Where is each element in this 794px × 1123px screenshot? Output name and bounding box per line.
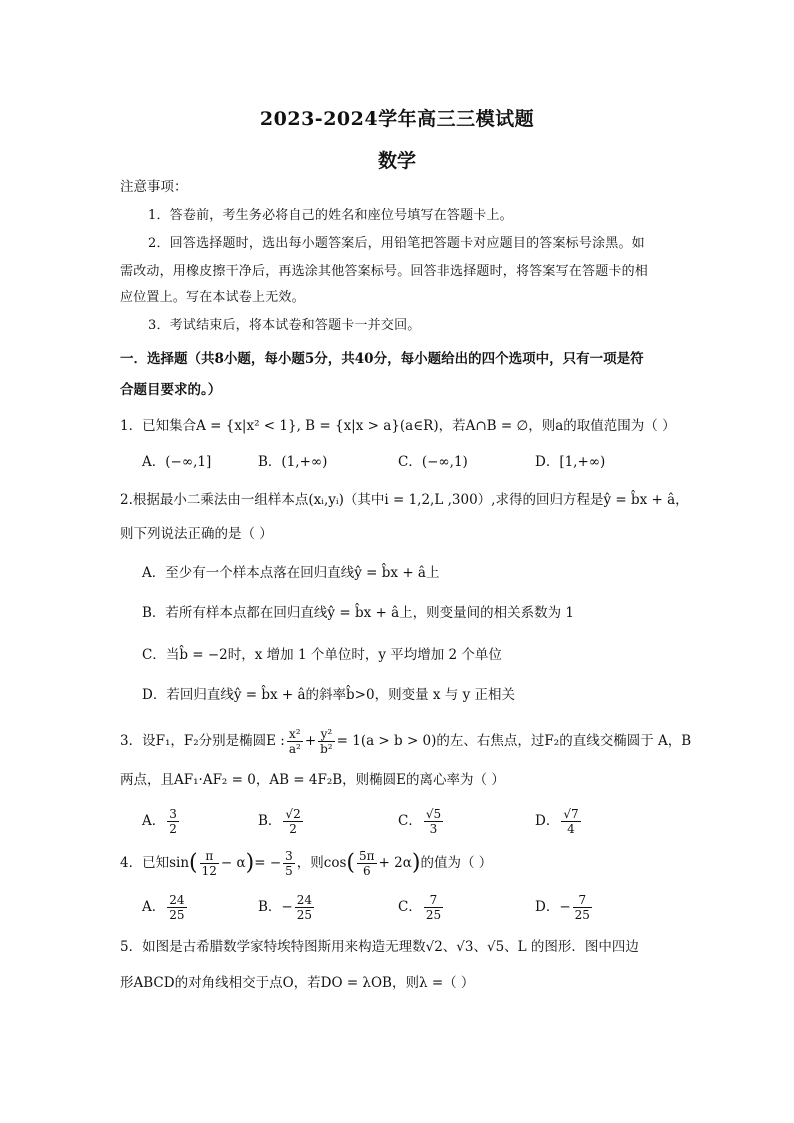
fraction-numerator: 3 — [169, 807, 177, 821]
fraction-numerator: π — [200, 849, 219, 864]
question-3-option-a — [142, 804, 181, 838]
question-4-option-c — [398, 890, 445, 924]
section-heading-line-1: 一．选择题（共8小题，每小题5分，共40分，每小题给出的四个选项中，只有一项是符 — [120, 351, 644, 367]
ellipse-y-denominator: b² — [320, 742, 333, 756]
question-2-stem-line-2: 则下列说法正确的是（ ） — [120, 526, 273, 542]
fraction-denominator: 2 — [169, 822, 177, 836]
option-label: A． — [142, 813, 166, 829]
question-3-option-d — [535, 804, 583, 838]
notice-item-2-line-2: 需改动，用橡皮擦干净后，再选涂其他答案标号。回答非选择题时，将答案写在答题卡的相 — [120, 264, 649, 279]
fraction-denominator: 25 — [425, 908, 442, 922]
ellipse-y-numerator: y² — [318, 727, 335, 742]
option-label: B． — [258, 813, 282, 829]
option-fraction — [167, 807, 179, 836]
fraction-denominator: 2 — [289, 822, 297, 836]
fraction-denominator: 12 — [201, 864, 217, 878]
question-2-stem-line-1: 2.根据最小二乘法由一组样本点(xᵢ,yᵢ)（其中i = 1,2,L ,300）,求得的回归方程是ŷ = b̂x + â， — [120, 492, 689, 508]
fraction-numerator: √5 — [425, 807, 442, 821]
fraction-numerator: √7 — [563, 807, 579, 821]
option-fraction — [424, 807, 443, 836]
question-4-option-a — [142, 890, 189, 924]
question-2-option-c: C．当b̂ = −2时，x 增加 1 个单位时，y 平均增加 2 个单位 — [142, 647, 502, 663]
question-4-middle: ，则cos — [296, 855, 347, 871]
option-fraction — [561, 807, 580, 836]
question-3-stem-prefix: 3．设F₁，F₂分别是椭圆E : — [120, 733, 285, 749]
fraction-denominator: 25 — [169, 908, 185, 922]
fraction-numerator: 24 — [296, 893, 313, 907]
question-5-stem-line-2: 形ABCD的对角线相交于点O，若DO = λOB，则λ =（ ） — [120, 975, 475, 991]
section-heading-line-2: 合题目要求的。） — [120, 382, 222, 398]
question-1-option-b: B．(1,+∞) — [258, 454, 328, 470]
question-2-option-b: B．若所有样本点都在回归直线ŷ = b̂x + â上，则变量间的相关系数为 1 — [142, 605, 575, 621]
question-4-option-b — [258, 890, 316, 924]
cos-argument-tail: + 2α — [378, 855, 412, 871]
sin-value-fraction — [283, 849, 295, 878]
notice-item-3: 3．考试结束后，将本试卷和答题卡一并交回。 — [148, 318, 421, 333]
question-1-option-c: C．(−∞,1) — [398, 454, 468, 470]
question-4-prefix: 4．已知sin — [120, 855, 190, 871]
question-5-stem-line-1: 5．如图是古希腊数学家特埃特图斯用来构造无理数√2、√3、√5、L 的图形．图中四边 — [120, 939, 639, 955]
cos-argument-fraction — [357, 849, 377, 878]
fraction-numerator: 7 — [573, 893, 592, 908]
option-label: A． — [142, 899, 166, 915]
fraction-numerator: 3 — [285, 849, 293, 863]
left-paren: ( — [346, 850, 356, 876]
equals-minus: = − — [254, 855, 282, 871]
fraction-numerator: 5π — [359, 849, 375, 863]
question-4-suffix: 的值为（ ） — [420, 855, 493, 871]
question-3-option-c — [398, 804, 445, 838]
notice-item-2-line-3: 应位置上。写在本试卷上无效。 — [120, 290, 305, 305]
ellipse-x-numerator: x² — [287, 727, 303, 742]
fraction-denominator: 6 — [362, 864, 371, 878]
ellipse-y-term — [318, 727, 335, 756]
question-3-stem-line-2: 两点，且AF₁·AF₂ = 0，AB = 4F₂B，则椭圆E的离心率为（ ） — [120, 772, 505, 788]
fraction-denominator: 4 — [567, 822, 575, 836]
sin-argument-fraction — [200, 849, 219, 878]
notice-item-1: 1．答卷前，考生务必将自己的姓名和座位号填写在答题卡上。 — [148, 208, 513, 223]
notice-heading: 注意事项： — [120, 179, 188, 195]
option-fraction — [167, 893, 186, 922]
option-label: C． — [398, 813, 422, 829]
option-label: B．− — [258, 899, 293, 915]
option-label: D．− — [535, 899, 571, 915]
question-4-option-d — [535, 890, 594, 924]
question-3-stem-suffix: = 1(a > b > 0)的左、右焦点，过F₂的直线交椭圆于 A，B — [336, 733, 692, 749]
fraction-denominator: 3 — [429, 822, 438, 836]
fraction-denominator: 5 — [285, 864, 293, 878]
question-1-option-d: D．[1,+∞) — [535, 454, 606, 470]
subject-title: 数学 — [377, 150, 416, 172]
right-paren: ) — [411, 850, 421, 876]
question-2-option-a: A．至少有一个样本点落在回归直线ŷ = b̂x + â上 — [142, 565, 440, 581]
exam-title: 2023-2024学年高三三模试题 — [259, 108, 535, 130]
fraction-denominator: 25 — [574, 908, 590, 922]
ellipse-x-denominator: a² — [288, 742, 301, 756]
fraction-numerator: 24 — [169, 893, 185, 907]
right-paren: ) — [245, 850, 255, 876]
option-fraction — [424, 893, 443, 922]
option-fraction — [295, 893, 314, 922]
question-1-option-a: A．(−∞,1] — [142, 454, 212, 470]
notice-item-2-line-1: 2．回答选择题时，选出每小题答案后，用铅笔把答题卡对应题目的答案标号涂黑。如 — [148, 236, 645, 251]
fraction-denominator: 25 — [296, 908, 313, 922]
ellipse-plus-sign: + — [304, 733, 317, 749]
question-3-stem-line-1 — [120, 724, 691, 758]
option-label: D． — [535, 813, 560, 829]
question-3-option-b — [258, 804, 305, 838]
option-label: C． — [398, 899, 422, 915]
fraction-numerator: √2 — [285, 807, 301, 821]
option-fraction — [573, 893, 592, 922]
option-fraction — [283, 807, 302, 836]
question-1-stem: 1．已知集合A = {x|x² < 1}, B = {x|x > a}(a∈R)，若A∩B = ∅，则a的取值范围为（ ） — [120, 418, 676, 434]
question-4-stem — [120, 846, 492, 881]
question-2-option-d: D．若回归直线ŷ = b̂x + â的斜率b̂>0，则变量 x 与 y 正相关 — [142, 687, 515, 703]
sin-argument-tail: − α — [220, 855, 246, 871]
ellipse-x-term — [287, 727, 303, 756]
left-paren: ( — [189, 850, 198, 876]
fraction-numerator: 7 — [424, 893, 443, 908]
